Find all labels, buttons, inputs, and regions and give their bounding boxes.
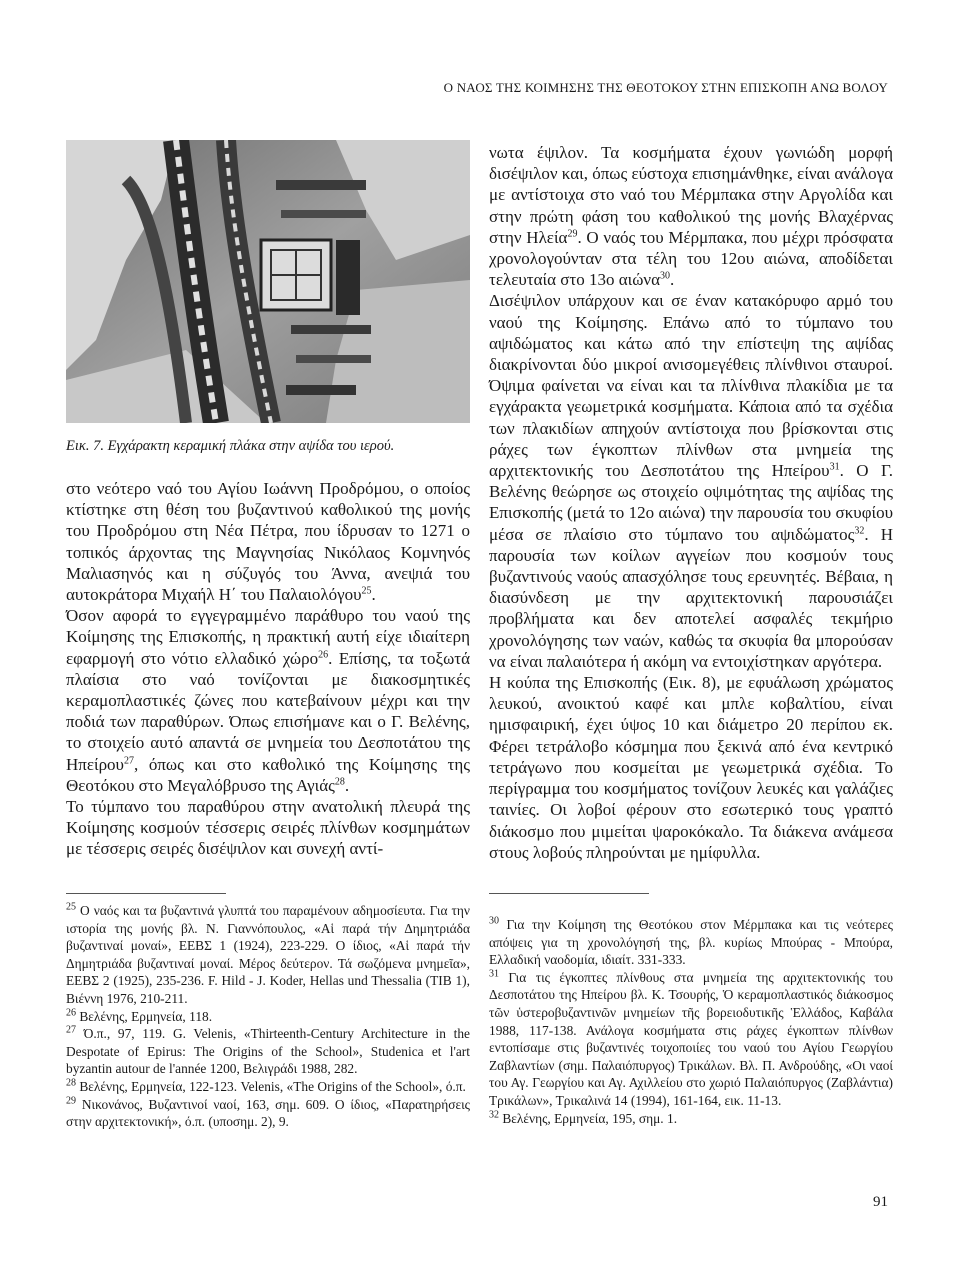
body-paragraph: στο νεότερο ναό του Αγίου Ιωάννη Προδρόμου, ο οποίος κτίστηκε στη θέση του βυζαντινού καθολικού της μονής του Προδρόμου στη Νέα Πέτρα, που ίδρυσαν το 1271 ο τοπικός άρχοντας της Μαγνησίας Νικόλαος Κομνηνός Μαλιασηνός και η σύζυγός του Άννα, ανεψιά του αυτοκράτορα Μιχαήλ Η΄ του Παλαιολόγου [66,479,470,605]
footnote-ref: 28 [334,776,345,788]
footnote-text: Βελένης, Ερμηνεία, 195, σημ. 1. [502,1110,678,1126]
body-paragraph: όπως και στο καθολικό της Κοίμησης της Θεοτόκου στο Μεγαλόβρυσο της Αγιάς [66,754,470,795]
footnote [66,1078,470,1096]
footnote-ref: 27 [123,754,134,766]
body-paragraph: Η κούπα της Επισκοπής (Εικ. 8), με εφυάλωση χρώματος λευκού, ανοικτού καφέ και μπλε κοβαλτίου, είναι ημισφαιρική, έχει ύψος 10 και διάμετρο 20 περίπου εκ. Φέρει τετράλοβο κόσμημα που ξεκινά από ένα κεντρικό τετράγωνο που κοσμείται με γεωμετρικά σχέδια. Το περίγραμμα του κοσμήματος τονίζουν λευκές και γαλάζιες ταινίες. Οι λοβοί φέρουν στο εσωτερικό τους γραπτό διάκοσμο που μιμείται ψαροκόκαλο. Τα διάκενα ανάμεσα στους λοβούς πληρούνται με ημίφυλλα. [489,673,893,862]
right-column: νωτα έψιλον. Τα κοσμήματα έχουν γωνιώδη μορφή δισέψιλον και, όπως εύστοχα επισημάνθηκε, είναι ανάλογα με αντίστοιχα στο ναό του Μέρμπακα στην Αργολίδα και στην πρώτη φάση του καθολικού της μονής Βλαχέρνας στην Ηλεία$^{29}$. Ο ναός του Μέρμπακα, που μέχρι πρόσφατα χρονολογούνταν στα τέλη του 12ου αιώνα, αποδίδεται τελευταία στο 13ο αιώνα$^{30}$. Δισέψιλον υπάρχουν και σε έναν κατακόρυφο αρμό του ναού της Κοίμησης. Επάνω από το τύμπανο του αψιδώματος και κάτω από την επίστεψη της αψίδας διακρίνονται δύο μικροί ανισομεγέθεις πλίνθινοι σταυροί. Όψιμα φαίνεται να είναι και τα πλίνθινα πλακίδια με τα εγχάρακτα γεωμετρικά κοσμήματα. Κάποια από τα σχέδια των πλακιδίων απηχούν αντίστοιχα που βρίσκονται στις ράχες των έγκοπτων πλίνθων στα μνημεία της αρχιτεκτονικής του Δεσποτάτου της Ηπείρου$^{31}$. Ο Γ. Βελένης θεώρησε ως στοιχείο οψιμότητας της αψίδας της Επισκοπής (μετά το 12ο αιώνα) την παρουσία του σκυφίου μέσα σε πλαίσιο στο τύμπανο του αψιδώματος$^{32}$. Η παρουσία των κοίλων αγγείων που κοσμούν τους βυζαντινούς ναούς απασχόλησε τους ερευνητές. Βέβαια, η διασύνδεση με την αρχιτεκτονική παρουσιάζει προβλήματα και δεν αποτελεί ασφαλές τεκμήριο χρονολόγησης των ναών, καθώς τα σκυφία θα μπορούσαν να είναι παλαιότερα ή ακόμη να εντοιχίστηκαν αργότερα. Η κούπα της Επισκοπής (Εικ. 8), με εφυάλωση χρώματος λευκού, ανοικτού καφέ και μπλε κοβαλτίου, είναι ημισφαιρική, έχει ύψος 10 και διάμετρο 20 περίπου εκ. Φέρει τετράλοβο κόσμημα που ξεκινά από ένα κεντρικό τετράγωνο που κοσμείται με γεωμετρικά σχέδια. Το περίγραμμα του κοσμήματος τονίζουν λευκές και γαλάζιες ταινίες. Οι λοβοί φέρουν στο εσωτερικό τους γραπτό διάκοσμο που μιμείται ψαροκόκαλο. Τα διάκενα ανάμεσα στους λοβούς πληρούνται με ημίφυλλα. [489,143,894,862]
footnote-text: Ο ναός και τα βυζαντινά γλυπτά του παραμένουν αδημοσίευτα. Για την ιστορία της μονής βλ. Ν. Γιαννόπουλος, «Αἱ παρά τήν Δημητριάδα βυζαντιναί μοναί», ΕΕΒΣ 1 (1924), 223-229. Ο ίδιος, «Αἱ παρά τήν Δημητριάδα βυζαντιναί μοναί. Μέρος δεύτερον. Τά σωζόμενα μνημεῖα», ΕΕΒΣ 2 (1925), 235-236. F. Hild - J. Koder, Hellas und Thessalia (TIB 1), Βιέννη 1976, 210-211. [66,903,470,1006]
footnote-number: 29 [66,1095,76,1107]
body-paragraph: Επίσης, τα τοξωτά πλαίσια στο ναό τονίζονται με διακοσμητικές κεραμοπλαστικές ζώνες που κατεβαίνουν μέχρι και την ποδιά των παραθύρων. Όπως επισήμανε και ο Γ. Βελένης, το στοιχείο αυτό απαντά σε μνημεία του Δεσποτάτου της Ηπείρου [66,648,470,774]
running-head: Ο ΝΑΟΣ ΤΗΣ ΚΟΙΜΗΣΗΣ ΤΗΣ ΘΕΟΤΟΚΟΥ ΣΤΗΝ ΕΠΙΣΚΟΠΗ ΑΝΩ ΒΟΛΟΥ [443,80,888,95]
footnotes-right [489,916,893,1127]
footnote-ref: 26 [318,648,329,660]
footnote [66,902,470,1008]
body-paragraph: Το τύμπανο του παραθύρου στην ανατολική πλευρά της Κοίμησης κοσμούν τέσσερις σειρές πλίνθων κοσμημάτων με τέσσερις σειρές δισέψιλον και συνεχή αντί- [66,797,470,859]
footnote [66,1096,470,1131]
body-paragraph: Η παρουσία των κοίλων αγγείων που κοσμούν τους βυζαντινούς ναούς απασχόλησε τους ερευνητές. Βέβαια, η διασύνδεση με την αρχιτεκτονική παρουσιάζει προβλήματα και δεν αποτελεί ασφαλές τεκμήριο χρονολόγησης των ναών, καθώς τα σκυφία θα μπορούσαν να είναι παλαιότερα ή ακόμη να εντοιχίστηκαν αργότερα. [489,524,893,671]
footnote-text: Ό.π., 97, 119. G. Velenis, «Thirteenth-Century Architecture in the Despotate of Epirus: The Origins of the School», Studenica et l'art byzantin autour de l'année 1200, Βελιγράδι 1988, 282. [66,1026,470,1077]
footnote-text: Βελένης, Ερμηνεία, 122-123. Velenis, «The Origins of the School», ό.π. [79,1078,466,1094]
figure-caption: Εικ. 7. Εγχάρακτη κεραμική πλάκα στην αψίδα του ιερού. [66,438,395,454]
footnote-ref: 32 [854,525,865,536]
body-paragraph: Ο ναός του Μέρμπακα, που μέχρι πρόσφατα χρονολογούνταν στα τέλη του 12ου αιώνα, αποδίδεται τελευταία στο 13ο αιώνα [489,227,894,290]
footnote-text: Για την Κοίμηση της Θεοτόκου στον Μέρμπακα και τις νεότερες απόψεις για τη χρονολόγησή της, βλ. κυρίως Μπούρας - Μπούρα, Ελλαδική ναοδομία, ιδιαίτ. 331-333. [489,917,893,968]
footnote-rule [66,893,226,894]
footnote-ref: 30 [660,270,670,282]
footnote-text: Βελένης, Ερμηνεία, 118. [79,1008,213,1024]
footnote-number: 25 [66,901,76,913]
footnote-number: 26 [66,1007,76,1019]
footnote-number: 30 [489,915,499,927]
footnote-ref: 31 [829,461,840,473]
body-paragraph: Ο Γ. Βελένης θεώρησε ως στοιχείο οψιμότητας της αψίδας της Επισκοπής (μετά το 12ο αιώνα) την παρουσία του σκυφίου μέσα σε πλαίσιο στο τύμπανο του αψιδώματος [489,461,894,544]
body-paragraph: νωτα έψιλον. Τα κοσμήματα έχουν γωνιώδη μορφή δισέψιλον και, όπως εύστοχα επισημάνθηκε, είναι ανάλογα με αντίστοιχα στο ναό του Μέρμπακα στην Αργολίδα και στην πρώτη φάση του καθολικού της μονής Βλαχέρνας στην Ηλεία [489,143,893,247]
body-paragraph: Δισέψιλον υπάρχουν και σε έναν κατακόρυφο αρμό του ναού της Κοίμησης. Επάνω από το τύμπανο του αψιδώματος και κάτω από την επίστεψη της αψίδας διακρίνονται δύο μικροί ανισομεγέθεις πλίνθινοι σταυροί. Όψιμα φαίνεται να είναι και τα πλίνθινα πλακίδια με τα εγχάρακτα γεωμετρικά κοσμήματα. Κάποια από τα σχέδια των πλακιδίων απηχούν αντίστοιχα που βρίσκονται στις ράχες των έγκοπτων πλίνθων στα μνημεία της αρχιτεκτονικής του Δεσποτάτου της Ηπείρου [489,291,893,481]
footnote [489,916,893,969]
footnote [489,1110,893,1128]
footnote-text: Για τις έγκοπτες πλίνθους στα μνημεία της αρχιτεκτονικής του Δεσποτάτου της Ηπείρου βλ. Κ. Τσουρής, Ὁ κεραμοπλαστικός διάκοσμος τῶν ὑστεροβυζαντινῶν μνημείων τῆς βορειοδυτικῆς Ἑλλάδος, Καβάλα 1988, 117-138. Ανάλογα κοσμήματα στις ράχες έγκοπτων πλίνθων εντοπίσαμε στις βυζαντινές τοιχοποιίες του ναού του Αγίου Γεωργίου Ζαβλαντίων (σημ. Παλαιόπυργος) Τρικάλων. Βλ. Π. Ανδρούδης, «Οι ναοί του Αγ. Γεωργίου και Αγ. Αχιλλείου στο χωριό Παλαιόπυργος (Ζαβλάντια) Τρικάλων», Τρικαλινά 14 (1994), 161-164, εικ. 11-13. [489,969,893,1108]
footnote [489,969,893,1110]
left-column: στο νεότερο ναό του Αγίου Ιωάννη Προδρόμου, ο οποίος κτίστηκε στη θέση του βυζαντινού καθολικού της μονής του Προδρόμου στη Νέα Πέτρα, που ίδρυσαν το 1271 ο τοπικός άρχοντας της Μαγνησίας Νικόλαος Κομνηνός Μαλιασηνός και η σύζυγός του Άννα, ανεψιά του αυτοκράτορα Μιχαήλ Η΄ του Παλαιολόγου$^{25}$. Όσον αφορά το εγγεγραμμένο παράθυρο του ναού της Κοίμησης της Επισκοπής, η πρακτική αυτή είχε ιδιαίτερη εφαρμογή στο νότιο ελλαδικό χώρο$^{26}$. Επίσης, τα τοξωτά πλαίσια στο ναό τονίζονται με διακοσμητικές κεραμοπλαστικές ζώνες που κατεβαίνουν μέχρι και την ποδιά των παραθύρων. Όπως επισήμανε και ο Γ. Βελένης, το στοιχείο αυτό απαντά σε μνημεία του Δεσποτάτου της Ηπείρου$^{27}$, όπως και στο καθολικό της Κοίμησης της Θεοτόκου στο Μεγαλόβρυσο της Αγιάς$^{28}$. Το τύμπανο του παραθύρου στην ανατολική πλευρά της Κοίμησης κοσμούν τέσσερις σειρές πλίνθων κοσμημάτων με τέσσερις σειρές δισέψιλον και συνεχή αντί- [66,479,470,859]
footnote-ref: 25 [361,585,372,597]
footnote-text: Νικονάνος, Βυζαντινοί ναοί, 163, σημ. 609. Ο ίδιος, «Παρατηρήσεις στην αρχιτεκτονική», ό.π. (υποσημ. 2), 9. [66,1096,470,1130]
footnote-number: 28 [66,1077,76,1089]
footnote-number: 27 [66,1024,76,1036]
footnote-rule [489,893,649,894]
footnote [66,1008,470,1026]
footnote-ref: 29 [567,228,578,240]
footnote-number: 32 [489,1109,499,1121]
footnote-number: 31 [489,968,499,980]
figure-photo [66,140,470,423]
body-paragraph: Όσον αφορά το εγγεγραμμένο παράθυρο του ναού της Κοίμησης της Επισκοπής, η πρακτική αυτή είχε ιδιαίτερη εφαρμογή στο νότιο ελλαδικό χώρο [66,606,470,668]
footnote [66,1025,470,1078]
footnotes-left [66,902,470,1131]
page-number: 91 [873,1194,888,1210]
